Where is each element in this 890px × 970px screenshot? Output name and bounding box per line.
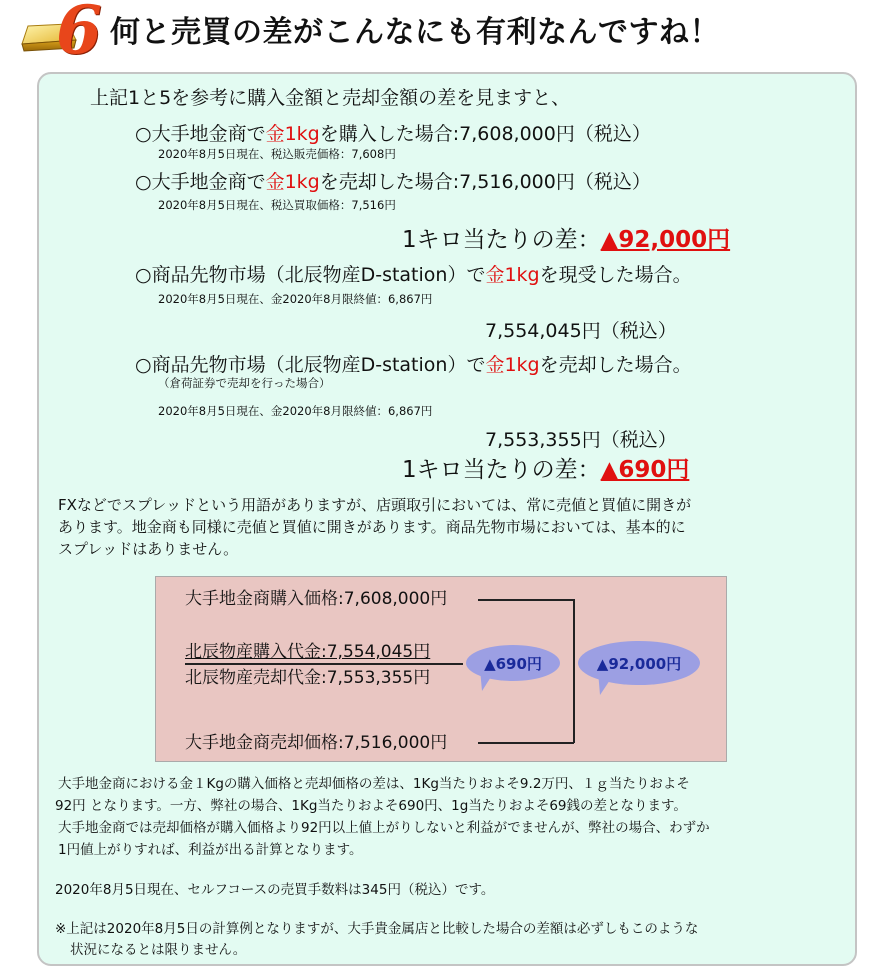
diff-dealer-label: 1キロ当たりの差：: [402, 227, 601, 253]
spread-line: あります。地金商も同様に売値と買値に開きがあります。商品先物市場においては、基本的に: [58, 518, 686, 536]
buy-note: 2020年8月5日現在、税込販売価格：7,608円: [158, 147, 396, 161]
diff-futures-label: 1キロ当たりの差：: [402, 457, 601, 483]
sell-metal: 金1kg: [265, 171, 320, 193]
futures-receive-line: [135, 262, 692, 288]
buy-suffix: を購入した場合:7,608,000円（税込）: [319, 123, 651, 145]
diff-futures-value: ▲690円: [600, 457, 690, 483]
summary-line: 大手地金商における金１Kgの購入価格と売却価格の差は、1Kg当たりおよそ9.2万円、１ｇ当たりおよそ: [58, 776, 690, 792]
page-title: 何と売買の差がこんなにも有利なんですね！: [110, 15, 720, 50]
futures-sell-amount: 北辰物産売却代金:7,553,355円: [185, 668, 431, 688]
diff-bubble-large: [578, 641, 700, 685]
dealer-sell-price: 大手地金商売却価格:7,516,000円: [185, 733, 448, 753]
futures-sell-suffix: を売却した場合。: [539, 354, 692, 376]
futures-receive-metal: 金1kg: [485, 264, 540, 286]
divider-line: [185, 663, 463, 665]
connector-bottom: [478, 742, 574, 744]
summary-line: 92円 となります。一方、弊社の場合、1Kg当たりおよそ690円、1g当たりおよそ69銭の差となります。: [55, 798, 687, 814]
diff-dealer-value: ▲92,000円: [600, 227, 731, 253]
spread-line: FXなどでスプレッドという用語がありますが、店頭取引においては、常に売値と買値に開きが: [58, 496, 692, 514]
futures-receive-prefix: ○商品先物市場（北辰物産D-station）で: [135, 264, 486, 286]
futures-sell-metal: 金1kg: [485, 354, 540, 376]
futures-sell-prefix: ○商品先物市場（北辰物産D-station）で: [135, 354, 486, 376]
section-number: 6: [56, 0, 102, 69]
connector-top: [478, 599, 574, 601]
fee-text: 2020年8月5日現在、セルフコースの売買手数料は345円（税込）です。: [55, 882, 495, 898]
spread-text: [58, 494, 691, 560]
diff-bubble-small-label: ▲690円: [484, 654, 542, 673]
sell-suffix: を売却した場合:7,516,000円（税込）: [319, 171, 651, 193]
buy-prefix: ○大手地金商で: [135, 123, 266, 145]
disclaimer-line: 状況になるとは限りません。: [70, 942, 247, 958]
diff-bubble-small: [466, 645, 560, 681]
intro-text: 上記1と5を参考に購入金額と売却金額の差を見ますと、: [90, 87, 571, 109]
futures-sell-note: 2020年8月5日現在、金2020年8月限終値：6,867円: [158, 404, 433, 418]
buy-line: [135, 121, 651, 147]
diff-futures: [402, 455, 689, 485]
summary-line: 1円値上がりすれば、利益が出る計算となります。: [58, 842, 363, 858]
diff-dealer: [402, 225, 730, 255]
futures-receive-note: 2020年8月5日現在、金2020年8月限終値：6,867円: [158, 292, 433, 306]
dealer-buy-price: 大手地金商購入価格:7,608,000円: [185, 589, 448, 609]
page-header: [0, 0, 890, 72]
summary-line: 大手地金商では売却価格が購入価格より92円以上値上がりしないと利益がでませんが、弊社の場合、わずか: [58, 820, 710, 836]
connector-vertical: [573, 599, 575, 743]
sell-line: [135, 169, 651, 195]
spread-line: スプレッドはありません。: [58, 540, 239, 558]
futures-sell-subnote: （倉荷証券で売却を行った場合）: [158, 376, 331, 390]
diff-bubble-large-label: ▲92,000円: [596, 654, 682, 673]
futures-receive-price: 7,554,045円（税込）: [485, 320, 677, 342]
futures-receive-suffix: を現受した場合。: [539, 264, 692, 286]
futures-buy-amount: 北辰物産購入代金:7,554,045円: [185, 642, 431, 662]
disclaimer-line: ※上記は2020年8月5日の計算例となりますが、大手貴金属店と比較した場合の差額は必ずしもこのような: [55, 921, 699, 937]
futures-sell-price: 7,553,355円（税込）: [485, 429, 677, 451]
buy-metal: 金1kg: [265, 123, 320, 145]
sell-note: 2020年8月5日現在、税込買取価格：7,516円: [158, 198, 396, 212]
sell-prefix: ○大手地金商で: [135, 171, 266, 193]
